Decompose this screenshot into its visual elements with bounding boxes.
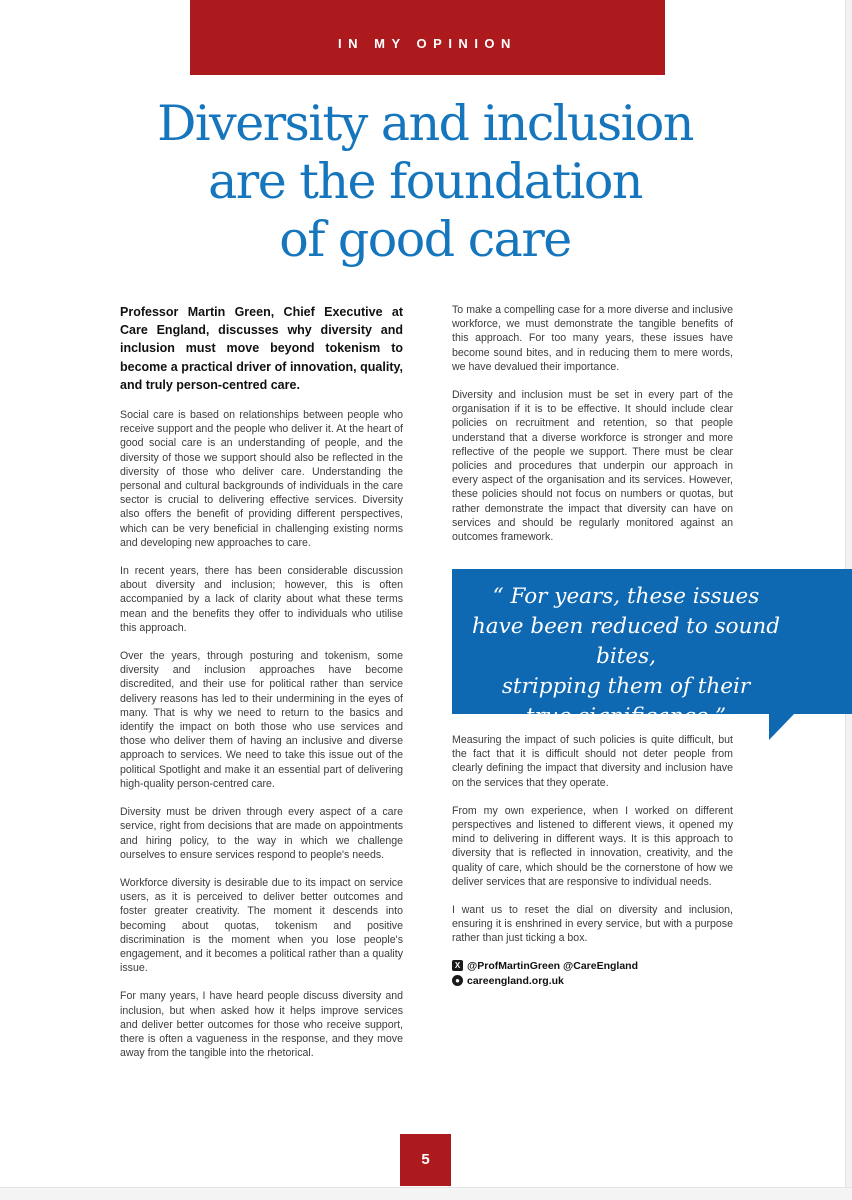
x-logo-icon: X bbox=[452, 960, 463, 971]
pull-quote-line: have been reduced to sound bites, bbox=[471, 614, 781, 669]
body-paragraph: Diversity must be driven through every aspect of a care service, right from decisions that are made on appointments and hiring policy, to the way in which we challenge ourselves to ensure services respond to people's needs. bbox=[120, 806, 403, 861]
body-paragraph: Social care is based on relationships between people who receive support and the people who deliver it. At the heart of good social care is an understanding of people, and the diversity of those we support should also be reflected in the diversity of those who deliver care. Understanding the personal and cultural backgrounds of individuals in the care sector is crucial to delivering effective services. Diversity also offers the benefit of providing different perspectives, which can be very beneficial in challenging existing norms and developing new approaches to care. bbox=[120, 409, 403, 549]
body-paragraph: To make a compelling case for a more diverse and inclusive workforce, we must demonstrate the tangible benefits of this approach. For too many years, these issues have become sound bites, and in reducing them to mere words, we have devalued their importance. bbox=[452, 304, 733, 373]
headline-line: are the foundation bbox=[208, 153, 642, 210]
social-row-web bbox=[452, 975, 733, 987]
body-paragraph: Workforce diversity is desirable due to its impact on service users, as it is perceived to deliver better outcomes and foster greater creativity. The moment it descends into becoming about quotas, tokenism and positive discrimination is the moment when you lose people's engagement, and it becomes a political rather than a quality issue. bbox=[120, 876, 403, 975]
social-links bbox=[452, 960, 733, 987]
pull-quote-line: true significance.” bbox=[525, 704, 727, 729]
article-headline bbox=[110, 95, 740, 269]
body-paragraph: Measuring the impact of such policies is quite difficult, but the fact that it is difficult should not deter people from clearly defining the impact that diversity and inclusion have on the services that they operate. bbox=[452, 734, 733, 789]
website-link[interactable]: careengland.org.uk bbox=[467, 974, 564, 987]
body-paragraph: I want us to reset the dial on diversity and inclusion, ensuring it is enshrined in every service, but with a purpose rather than just ticking a box. bbox=[452, 904, 733, 945]
body-paragraph: For many years, I have heard people discuss diversity and inclusion, but when asked how it helps improve services and deliver better outcomes for those who receive support, there is often a vagueness in the response, and they move away from the tangible into the rhetorical. bbox=[120, 990, 403, 1060]
body-paragraph: Diversity and inclusion must be set in every part of the organisation if it is to be effective. It should include clear policies on recruitment and retention, so that people understand that a diverse workforce is stronger and more reflective of the people we support. There must be clear policies and procedures that underpin our approach in every aspect of the organisation and its services. However, these policies should not focus on numbers or quotas, but rather demonstrate the impact that diversity can have on services and should be regularly monitored against an outcomes framework. bbox=[452, 389, 733, 544]
pull-quote-tail bbox=[769, 713, 795, 740]
body-paragraph: From my own experience, when I worked on different perspectives and listened to different views, it opened my mind to delivering in different ways. It is this approach to diversity that is reflected in innovation, creativity, and the quality of care, which should be the cornerstone of how we deliver services that are responsive to individual needs. bbox=[452, 804, 733, 888]
globe-icon: ● bbox=[452, 975, 463, 986]
body-paragraph: Over the years, through posturing and tokenism, some diversity and inclusion approaches have become discredited, and their use for political rather than service delivery reasons has led to their undermining in the eyes of many. That is why we need to return to the basics and identify the impact on both those who use services and those who deliver them of having an inclusive and diverse approach to services. We need to take this issue out of the political Spotlight and make it an essential part of delivering high-quality person-centred care. bbox=[120, 650, 403, 790]
left-column bbox=[120, 303, 403, 1074]
section-label: IN MY OPINION bbox=[338, 36, 517, 51]
pull-quote-text bbox=[466, 582, 786, 732]
right-column-bottom bbox=[452, 733, 733, 990]
headline-line: of good care bbox=[279, 211, 571, 268]
section-banner bbox=[190, 0, 665, 75]
right-column-top bbox=[452, 303, 733, 558]
x-handles[interactable]: @ProfMartinGreen @CareEngland bbox=[467, 959, 639, 972]
headline-line: Diversity and inclusion bbox=[157, 95, 693, 152]
page-edge-bottom bbox=[0, 1187, 852, 1200]
body-paragraph: In recent years, there has been considerable discussion about diversity and inclusion; however, this is often accompanied by a lack of clarity about what these terms mean and the benefits they offer to individuals who utilise this approach. bbox=[120, 565, 403, 634]
pull-quote-line: “ For years, these issues bbox=[492, 584, 760, 609]
social-row-x bbox=[452, 960, 733, 972]
page-number: 5 bbox=[400, 1134, 451, 1186]
standfirst: Professor Martin Green, Chief Executive at Care England, discusses why diversity and inclusion must move beyond tokenism to become a practical driver of innovation, quality, and truly person-centred care. bbox=[120, 305, 403, 392]
pull-quote bbox=[452, 569, 852, 729]
pull-quote-line: stripping them of their bbox=[501, 674, 751, 699]
